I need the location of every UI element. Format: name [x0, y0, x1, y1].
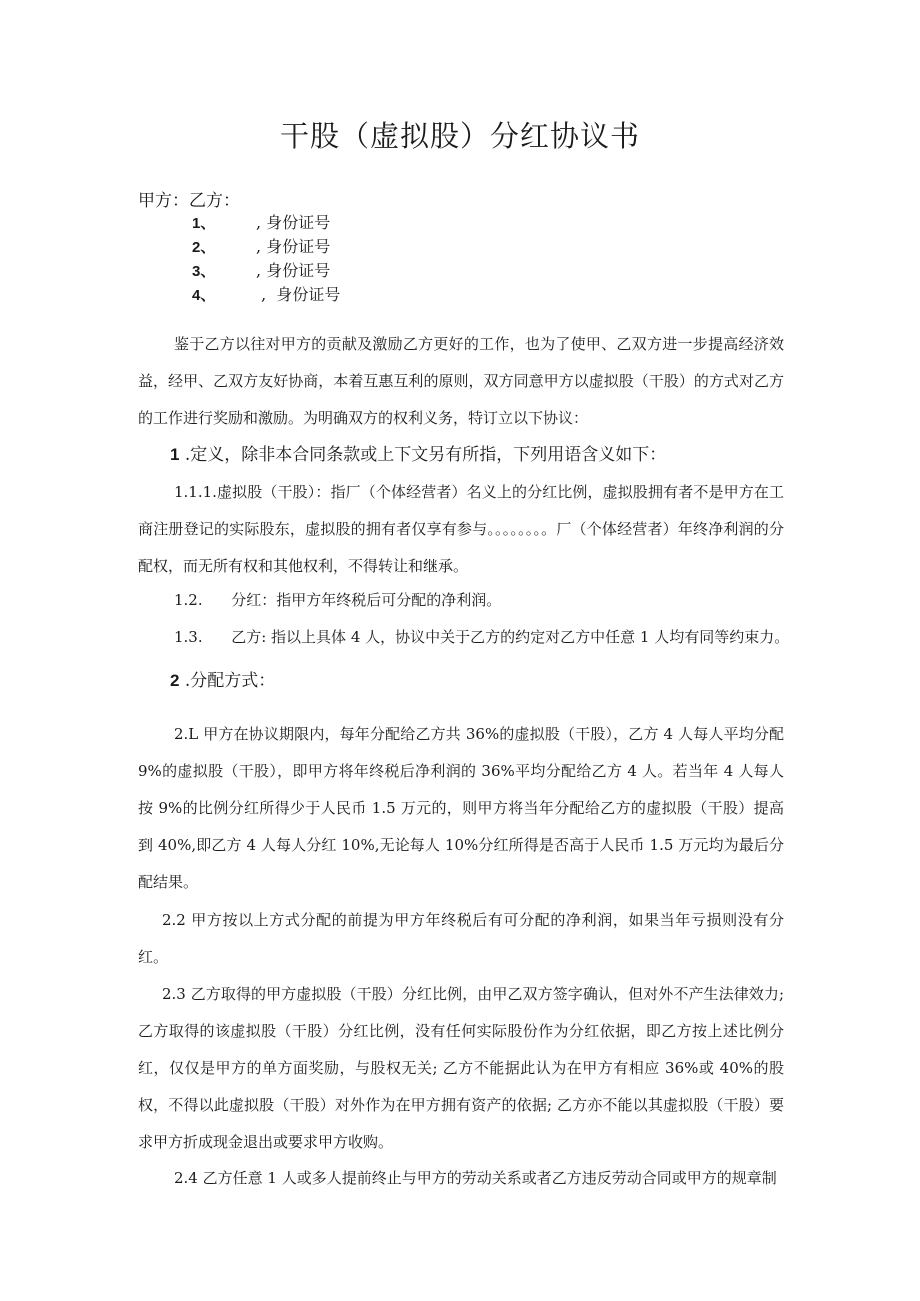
parties-line: 甲方：乙方： [138, 191, 240, 211]
section-2-number: 2 [170, 671, 180, 690]
clause-2-1: 2.L 甲方在协议期限内，每年分配给乙方共 36%的虚拟股（干股），乙方 4 人每人平均分配 9%的虚拟股（干股），即甲方将年终税后净利润的 36%平均分配给乙方 4 人。若当年 4 人每人按 9%的比例分红所得少于人民币 1.5 万元的，则甲方将当年分配给乙方的虚拟股（干股）提高到 40%,即乙方 4 人每人分红 10%,无论每人 10%分红所得是否高于人民币 1.5 万元均为最后分配结果。 [138, 725, 784, 891]
section-1-heading [170, 440, 666, 465]
signatory-number: 3、 [192, 263, 216, 280]
signatory-line [192, 234, 330, 257]
preamble-paragraph: 鉴于乙方以往对甲方的贡献及激励乙方更好的工作，也为了使甲、乙双方进一步提高经济效益，经甲、乙双方友好协商，本着互惠互利的原则，双方同意甲方以虚拟股（干股）的方式对乙方的工作进行奖励和激励。为明确双方的权利义务，特订立以下协议： [138, 335, 784, 427]
clause-2-2: 2.2 甲方按以上方式分配的前提为甲方年终税后有可分配的净利润，如果当年亏损则没有分红。 [138, 911, 784, 966]
signatory-number: 1、 [192, 215, 216, 232]
document-title: 干股（虚拟股）分红协议书 [279, 119, 640, 153]
signatory-number: 2、 [192, 239, 216, 256]
signatory-id-label: , 身份证号 [215, 213, 331, 232]
section-2-title: .分配方式： [179, 671, 276, 691]
signatory-line [192, 282, 340, 305]
section-1-number: 1 [170, 445, 180, 464]
section-1-title: .定义，除非本合同条款或上下文另有所指，下列用语含义如下： [179, 445, 667, 465]
clause-2-3: 2.3 乙方取得的甲方虚拟股（干股）分红比例，由甲乙双方签字确认，但对外不产生法律效力; 乙方取得的该虚拟股（干股）分红比例，没有任何实际股份作为分红依据，即乙方按上述比例分红，仅仅是甲方的单方面奖励，与股权无关; 乙方不能据此认为在甲方有相应 36%或 40%的股权，不得以此虚拟股（干股）对外作为在甲方拥有资产的依据; 乙方亦不能以其虚拟股（干股）要求甲方折成现金退出或要求甲方收购。 [138, 985, 784, 1151]
signatory-number: 4、 [192, 287, 216, 304]
section-2-heading [170, 666, 275, 691]
signatory-id-label: , 身份证号 [215, 261, 331, 280]
signatory-id-label: , 身份证号 [215, 237, 331, 256]
signatory-id-label: , 身份证号 [215, 285, 341, 304]
clause-1-2: 1.2. 分红：指甲方年终税后可分配的净利润。 [174, 591, 502, 609]
signatory-line [192, 258, 330, 281]
signatory-line [192, 210, 330, 233]
clause-1-1: 1.1.1.虚拟股（干股）：指厂（个体经营者）名义上的分红比例，虚拟股拥有者不是甲方在工商注册登记的实际股东，虚拟股的拥有者仅享有参与。。。。。。。。厂（个体经营者）年终净利润的分配权，而无所有权和其他权利，不得转让和继承。 [138, 483, 784, 575]
clause-2-4: 2.4 乙方任意 1 人或多人提前终止与甲方的劳动关系或者乙方违反劳动合同或甲方的规章制 [174, 1169, 777, 1187]
clause-1-3: 1.3. 乙方: 指以上具体 4 人，协议中关于乙方的约定对乙方中任意 1 人均有同等约束力。 [174, 628, 790, 646]
